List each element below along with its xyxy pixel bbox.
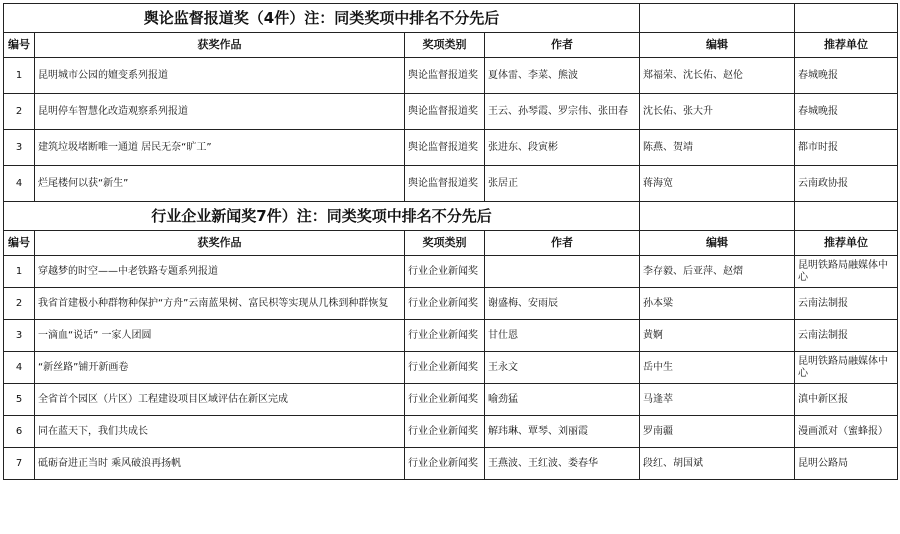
cell-author: 夏体雷、李菜、熊波 [485,58,640,94]
cell-category: 行业企业新闻奖 [405,256,485,288]
cell-category: 行业企业新闻奖 [405,448,485,480]
cell-editor: 李存毅、后亚萍、赵熠 [640,256,795,288]
column-header-number: 编号 [4,231,35,256]
cell-work: 穿越梦的时空——中老铁路专题系列报道 [35,256,405,288]
cell-number: 1 [4,256,35,288]
cell-author: 喻劲猛 [485,384,640,416]
table-row [4,166,898,202]
cell-category: 舆论监督报道奖 [405,94,485,130]
section-title-row [4,202,898,231]
table-row [4,352,898,384]
table-row [4,320,898,352]
cell-number: 1 [4,58,35,94]
cell-author [485,256,640,288]
cell-unit: 云南法制报 [795,320,898,352]
column-header-work: 获奖作品 [35,33,405,58]
cell-category: 行业企业新闻奖 [405,384,485,416]
cell-work: 我省首建极小种群物种保护“方舟”云南蓝果树、富民枳等实现从几株到种群恢复 [35,288,405,320]
column-header-work: 获奖作品 [35,231,405,256]
table-row [4,384,898,416]
cell-work: 昆明停车智慧化改造观察系列报道 [35,94,405,130]
cell-editor: 岳中生 [640,352,795,384]
cell-work: 全省首个园区（片区）工程建设项目区域评估在新区完成 [35,384,405,416]
empty-cell [640,4,795,33]
cell-unit: 漫画派对（蜜蜂报） [795,416,898,448]
cell-unit: 昆明铁路局融媒体中心 [795,256,898,288]
cell-editor: 罗南疆 [640,416,795,448]
cell-work: 一滴血“说话” 一家人团圆 [35,320,405,352]
column-header-category: 奖项类别 [405,33,485,58]
header-row [4,231,898,256]
cell-unit: 春城晚报 [795,94,898,130]
cell-author: 王云、孙琴霞、罗宗伟、张田春 [485,94,640,130]
table-row [4,256,898,288]
cell-category: 行业企业新闻奖 [405,320,485,352]
empty-cell [640,202,795,231]
empty-cell [795,4,898,33]
cell-unit: 云南政协报 [795,166,898,202]
cell-editor: 孙本粱 [640,288,795,320]
cell-unit: 云南法制报 [795,288,898,320]
cell-editor: 陈燕、贺靖 [640,130,795,166]
cell-editor: 沈长佑、张大升 [640,94,795,130]
cell-category: 舆论监督报道奖 [405,58,485,94]
cell-category: 舆论监督报道奖 [405,166,485,202]
cell-editor: 段红、胡国斌 [640,448,795,480]
table-row [4,130,898,166]
table-row [4,416,898,448]
cell-work: “新丝路”铺开新画卷 [35,352,405,384]
section-title-row [4,4,898,33]
cell-category: 行业企业新闻奖 [405,288,485,320]
cell-number: 4 [4,166,35,202]
cell-author: 解玮琳、覃琴、刘丽霞 [485,416,640,448]
cell-editor: 马逢萃 [640,384,795,416]
column-header-author: 作者 [485,33,640,58]
section-title: 舆论监督报道奖（4件）注：同类奖项中排名不分先后 [4,4,640,33]
cell-number: 4 [4,352,35,384]
cell-category: 行业企业新闻奖 [405,352,485,384]
empty-cell [795,202,898,231]
cell-unit: 昆明公路局 [795,448,898,480]
cell-unit: 昆明铁路局融媒体中心 [795,352,898,384]
cell-category: 舆论监督报道奖 [405,130,485,166]
cell-unit: 都市时报 [795,130,898,166]
cell-work: 昆明城市公园的嬗变系列报道 [35,58,405,94]
cell-category: 行业企业新闻奖 [405,416,485,448]
cell-editor: 蒋海宽 [640,166,795,202]
column-header-category: 奖项类别 [405,231,485,256]
cell-author: 张居正 [485,166,640,202]
cell-number: 7 [4,448,35,480]
header-row [4,33,898,58]
table-row [4,448,898,480]
cell-number: 5 [4,384,35,416]
table-row [4,288,898,320]
cell-number: 2 [4,288,35,320]
cell-author: 王永文 [485,352,640,384]
cell-work: 砥砺奋进正当时 乘风破浪再扬帆 [35,448,405,480]
cell-unit: 滇中新区报 [795,384,898,416]
cell-number: 3 [4,130,35,166]
cell-author: 张进东、段寅彬 [485,130,640,166]
cell-work: 烂尾楼何以获“新生” [35,166,405,202]
cell-work: 建筑垃圾堵断唯一通道 居民无奈“旷工” [35,130,405,166]
column-header-editor: 编辑 [640,33,795,58]
cell-author: 谢盛梅、安雨辰 [485,288,640,320]
column-header-unit: 推荐单位 [795,231,898,256]
column-header-number: 编号 [4,33,35,58]
cell-author: 王燕波、王红波、娄春华 [485,448,640,480]
cell-editor: 郑福荣、沈长佑、赵伦 [640,58,795,94]
table-row [4,94,898,130]
cell-number: 2 [4,94,35,130]
column-header-author: 作者 [485,231,640,256]
cell-editor: 黄婀 [640,320,795,352]
cell-work: 同在蓝天下，我们共成长 [35,416,405,448]
cell-number: 6 [4,416,35,448]
table-row [4,58,898,94]
cell-author: 甘仕恩 [485,320,640,352]
section-title: 行业企业新闻奖7件）注：同类奖项中排名不分先后 [4,202,640,231]
cell-number: 3 [4,320,35,352]
column-header-unit: 推荐单位 [795,33,898,58]
cell-unit: 春城晚报 [795,58,898,94]
awards-table [3,3,898,480]
column-header-editor: 编辑 [640,231,795,256]
